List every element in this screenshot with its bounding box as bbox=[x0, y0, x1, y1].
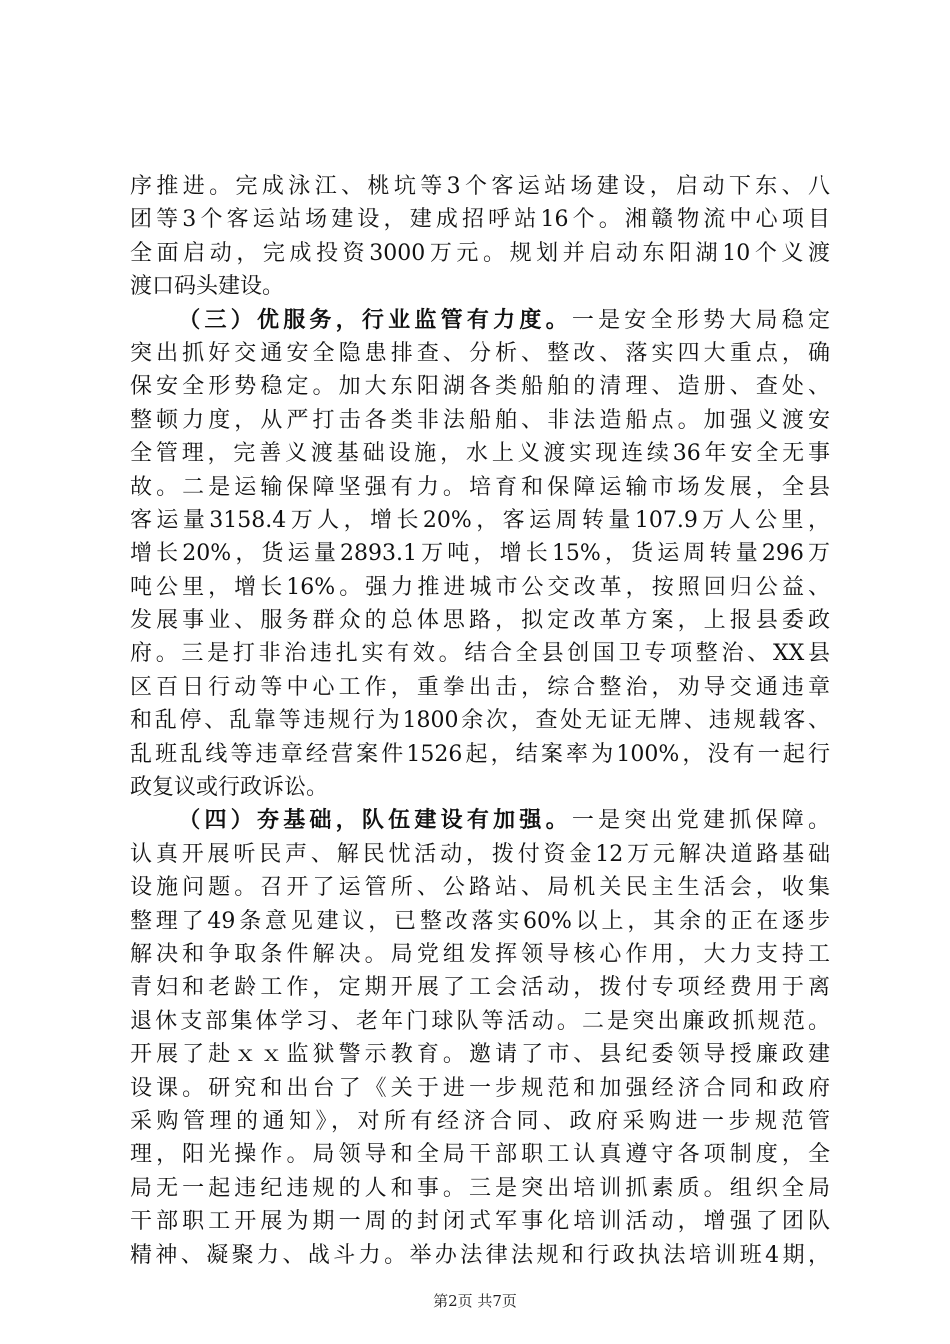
text-line: 认真开展听民声、解民忧活动，拨付资金12万元解决道路基础 bbox=[130, 841, 830, 867]
text-line: 乱班乱线等违章经营案件1526起，结案率为100%，没有一起行 bbox=[130, 741, 830, 767]
text-line: 全管理，完善义渡基础设施，水上义渡实现连续36年安全无事 bbox=[130, 441, 830, 467]
text-line: 整顿力度，从严打击各类非法船舶、非法造船点。加强义渡安 bbox=[130, 407, 830, 433]
text-line: 序推进。完成泳江、桃坑等3个客运站场建设，启动下东、八 bbox=[130, 174, 830, 199]
section-heading: （三）优服务，行业监管有力度。 bbox=[174, 306, 572, 333]
text-line: 增长20%，货运量2893.1万吨，增长15%，货运周转量296万 bbox=[130, 541, 830, 567]
text-line: 局无一起违纪违规的人和事。三是突出培训抓素质。组织全局 bbox=[130, 1175, 830, 1201]
text-line: 精神、凝聚力、战斗力。举办法律法规和行政执法培训班4期， bbox=[130, 1242, 830, 1268]
text-line: 干部职工开展为期一周的封闭式军事化培训活动，增强了团队 bbox=[130, 1209, 830, 1235]
text-line: 设施问题。召开了运管所、公路站、局机关民主生活会，收集 bbox=[130, 875, 830, 901]
text-line: 吨公里，增长16%。强力推进城市公交改革，按照回归公益、 bbox=[130, 574, 830, 600]
text-line: 团等3个客运站场建设，建成招呼站16个。湘赣物流中心项目 bbox=[130, 207, 830, 233]
section-heading: （四）夯基础，队伍建设有加强。 bbox=[174, 807, 572, 834]
text-line: 青妇和老龄工作，定期开展了工会活动，拨付专项经费用于离 bbox=[130, 975, 830, 1001]
text-line: 发展事业、服务群众的总体思路，拟定改革方案，上报县委政 bbox=[130, 608, 830, 634]
page-footer bbox=[0, 1291, 950, 1311]
text-line: 设课。研究和出台了《关于进一步规范和加强经济合同和政府 bbox=[130, 1075, 830, 1101]
text-line: 采购管理的通知》，对所有经济合同、政府采购进一步规范管 bbox=[130, 1108, 830, 1134]
text-line: 突出抓好交通安全隐患排查、分析、整改、落实四大重点，确 bbox=[130, 340, 830, 366]
paragraph-1 bbox=[130, 170, 830, 304]
document-body bbox=[130, 170, 830, 1272]
text-line bbox=[130, 304, 830, 337]
text-run: 一是安全形势大局稳定 bbox=[571, 307, 830, 333]
text-line: 整理了49条意见建议，已整改落实60%以上，其余的正在逐步 bbox=[130, 908, 830, 934]
text-line: 全面启动，完成投资3000万元。规划并启动东阳湖10个义渡 bbox=[130, 240, 830, 266]
text-line: 政复议或行政诉讼。 bbox=[130, 775, 329, 801]
text-run: 一是突出党建抓保障。 bbox=[571, 808, 830, 834]
text-line: 解决和争取条件解决。局党组发挥领导核心作用，大力支持工 bbox=[130, 941, 830, 967]
text-line bbox=[130, 804, 830, 837]
text-line: 保安全形势稳定。加大东阳湖各类船舶的清理、造册、查处、 bbox=[130, 374, 830, 400]
paragraph-3 bbox=[130, 804, 830, 1271]
page-number: 第2页 共7页 bbox=[433, 1292, 517, 1310]
text-line: 开展了赴ｘｘ监狱警示教育。邀请了市、县纪委领导授廉政建 bbox=[130, 1042, 830, 1068]
paragraph-2 bbox=[130, 304, 830, 805]
text-line: 理，阳光操作。局领导和全局干部职工认真遵守各项制度，全 bbox=[130, 1142, 830, 1168]
text-line: 府。三是打非治违扎实有效。结合全县创国卫专项整治、XX县 bbox=[130, 641, 830, 667]
text-line: 渡口码头建设。 bbox=[130, 274, 285, 300]
text-line: 和乱停、乱靠等违规行为1800余次，查处无证无牌、违规载客、 bbox=[130, 708, 830, 734]
text-line: 客运量3158.4万人，增长20%，客运周转量107.9万人公里， bbox=[130, 507, 830, 533]
text-line: 故。二是运输保障坚强有力。培育和保障运输市场发展，全县 bbox=[130, 474, 830, 500]
text-line: 区百日行动等中心工作，重拳出击，综合整治，劝导交通违章 bbox=[130, 674, 830, 700]
text-line: 退休支部集体学习、老年门球队等活动。二是突出廉政抓规范。 bbox=[130, 1008, 830, 1034]
